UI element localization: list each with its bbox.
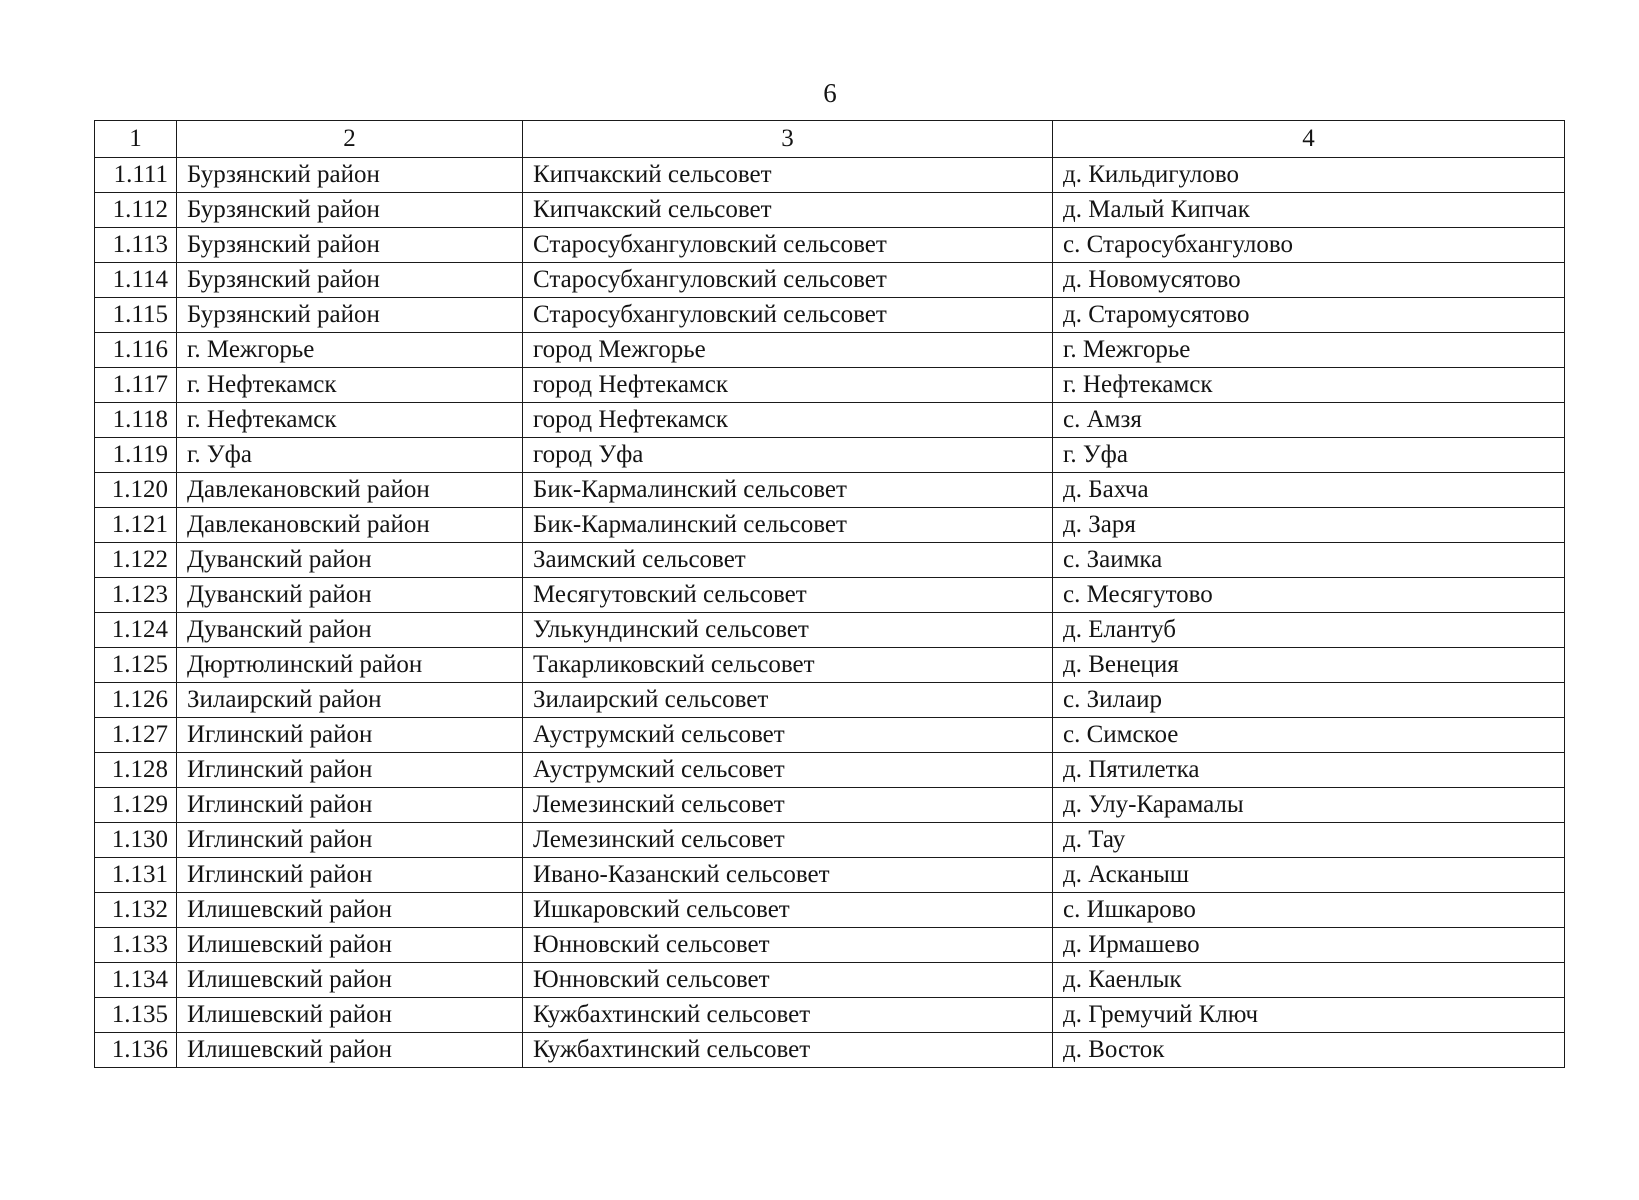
table-row (95, 368, 1565, 403)
settlement-cell: д. Гремучий Ключ (1053, 998, 1565, 1033)
district-cell: г. Нефтекамск (177, 368, 523, 403)
settlement-cell: д. Венеция (1053, 648, 1565, 683)
table-row (95, 333, 1565, 368)
column-header-4: 4 (1053, 121, 1565, 158)
table-row (95, 1033, 1565, 1068)
row-number: 1.113 (95, 228, 177, 263)
table-row (95, 753, 1565, 788)
district-cell: Бурзянский район (177, 263, 523, 298)
row-number: 1.128 (95, 753, 177, 788)
row-number: 1.134 (95, 963, 177, 998)
municipality-cell: Кужбахтинский сельсовет (523, 1033, 1053, 1068)
municipality-cell: Старосубхангуловский сельсовет (523, 263, 1053, 298)
municipality-cell: Ивано-Казанский сельсовет (523, 858, 1053, 893)
district-cell: Дуванский район (177, 578, 523, 613)
district-cell: Бурзянский район (177, 193, 523, 228)
settlement-cell: д. Асканыш (1053, 858, 1565, 893)
district-cell: Иглинский район (177, 858, 523, 893)
municipality-cell: Юнновский сельсовет (523, 963, 1053, 998)
column-header-3: 3 (523, 121, 1053, 158)
municipality-cell: Ауструмский сельсовет (523, 718, 1053, 753)
municipality-cell: Ауструмский сельсовет (523, 753, 1053, 788)
table-row (95, 473, 1565, 508)
settlement-cell: с. Симское (1053, 718, 1565, 753)
district-cell: Дюртюлинский район (177, 648, 523, 683)
district-cell: г. Межгорье (177, 333, 523, 368)
settlement-cell: с. Амзя (1053, 403, 1565, 438)
row-number: 1.111 (95, 158, 177, 193)
row-number: 1.131 (95, 858, 177, 893)
table-row (95, 193, 1565, 228)
district-cell: Давлекановский район (177, 473, 523, 508)
row-number: 1.133 (95, 928, 177, 963)
municipality-cell: Заимский сельсовет (523, 543, 1053, 578)
district-cell: Илишевский район (177, 963, 523, 998)
table-row (95, 508, 1565, 543)
district-cell: Бурзянский район (177, 228, 523, 263)
settlement-cell: с. Месягутово (1053, 578, 1565, 613)
row-number: 1.135 (95, 998, 177, 1033)
table-row (95, 578, 1565, 613)
table-row (95, 403, 1565, 438)
row-number: 1.115 (95, 298, 177, 333)
settlement-cell: с. Зилаир (1053, 683, 1565, 718)
table-row (95, 963, 1565, 998)
district-cell: Иглинский район (177, 753, 523, 788)
table-row (95, 438, 1565, 473)
settlement-cell: д. Пятилетка (1053, 753, 1565, 788)
municipality-cell: город Межгорье (523, 333, 1053, 368)
row-number: 1.129 (95, 788, 177, 823)
row-number: 1.112 (95, 193, 177, 228)
row-number: 1.130 (95, 823, 177, 858)
municipality-cell: Бик-Кармалинский сельсовет (523, 473, 1053, 508)
district-cell: Иглинский район (177, 718, 523, 753)
row-number: 1.124 (95, 613, 177, 648)
municipality-cell: Такарликовский сельсовет (523, 648, 1053, 683)
municipality-cell: Кужбахтинский сельсовет (523, 998, 1053, 1033)
table-row (95, 788, 1565, 823)
settlement-cell: д. Восток (1053, 1033, 1565, 1068)
row-number: 1.120 (95, 473, 177, 508)
row-number: 1.119 (95, 438, 177, 473)
settlement-cell: д. Кильдигулово (1053, 158, 1565, 193)
municipality-cell: Ишкаровский сельсовет (523, 893, 1053, 928)
district-cell: Зилаирский район (177, 683, 523, 718)
table-row (95, 263, 1565, 298)
table-row (95, 858, 1565, 893)
table-row (95, 893, 1565, 928)
settlement-cell: д. Ирмашево (1053, 928, 1565, 963)
settlement-cell: д. Заря (1053, 508, 1565, 543)
district-cell: Илишевский район (177, 998, 523, 1033)
settlement-cell: д. Елантуб (1053, 613, 1565, 648)
district-cell: Иглинский район (177, 823, 523, 858)
municipality-cell: город Нефтекамск (523, 368, 1053, 403)
municipality-cell: Улькундинский сельсовет (523, 613, 1053, 648)
municipality-cell: Старосубхангуловский сельсовет (523, 228, 1053, 263)
row-number: 1.116 (95, 333, 177, 368)
district-cell: Бурзянский район (177, 298, 523, 333)
settlement-cell: с. Старосубхангулово (1053, 228, 1565, 263)
table-body (95, 158, 1565, 1068)
settlement-cell: г. Уфа (1053, 438, 1565, 473)
district-cell: Бурзянский район (177, 158, 523, 193)
settlement-cell: д. Каенлык (1053, 963, 1565, 998)
table-row (95, 613, 1565, 648)
table-row (95, 823, 1565, 858)
table-row (95, 158, 1565, 193)
row-number: 1.127 (95, 718, 177, 753)
table-row (95, 543, 1565, 578)
settlement-cell: д. Малый Кипчак (1053, 193, 1565, 228)
district-cell: Илишевский район (177, 893, 523, 928)
table-header-row (95, 121, 1565, 158)
district-cell: Илишевский район (177, 1033, 523, 1068)
municipality-cell: Бик-Кармалинский сельсовет (523, 508, 1053, 543)
column-header-2: 2 (177, 121, 523, 158)
municipality-cell: город Нефтекамск (523, 403, 1053, 438)
row-number: 1.123 (95, 578, 177, 613)
municipality-cell: Лемезинский сельсовет (523, 823, 1053, 858)
table-row (95, 928, 1565, 963)
settlement-cell: с. Ишкарово (1053, 893, 1565, 928)
row-number: 1.118 (95, 403, 177, 438)
row-number: 1.125 (95, 648, 177, 683)
row-number: 1.114 (95, 263, 177, 298)
settlement-cell: д. Тау (1053, 823, 1565, 858)
settlement-cell: д. Новомусятово (1053, 263, 1565, 298)
table-row (95, 718, 1565, 753)
table-row (95, 648, 1565, 683)
row-number: 1.121 (95, 508, 177, 543)
district-cell: Илишевский район (177, 928, 523, 963)
district-cell: Дуванский район (177, 543, 523, 578)
municipality-cell: Юнновский сельсовет (523, 928, 1053, 963)
municipality-cell: Лемезинский сельсовет (523, 788, 1053, 823)
table-row (95, 998, 1565, 1033)
municipality-cell: Зилаирский сельсовет (523, 683, 1053, 718)
municipality-cell: город Уфа (523, 438, 1053, 473)
settlement-cell: д. Бахча (1053, 473, 1565, 508)
row-number: 1.132 (95, 893, 177, 928)
district-cell: Иглинский район (177, 788, 523, 823)
row-number: 1.136 (95, 1033, 177, 1068)
municipality-cell: Кипчакский сельсовет (523, 158, 1053, 193)
row-number: 1.126 (95, 683, 177, 718)
settlement-cell: д. Старомусятово (1053, 298, 1565, 333)
row-number: 1.122 (95, 543, 177, 578)
district-cell: г. Нефтекамск (177, 403, 523, 438)
table-row (95, 228, 1565, 263)
table-row (95, 298, 1565, 333)
municipality-cell: Кипчакский сельсовет (523, 193, 1053, 228)
row-number: 1.117 (95, 368, 177, 403)
column-header-1: 1 (95, 121, 177, 158)
district-cell: Давлекановский район (177, 508, 523, 543)
table-row (95, 683, 1565, 718)
district-cell: Дуванский район (177, 613, 523, 648)
settlements-table (94, 120, 1565, 1068)
district-cell: г. Уфа (177, 438, 523, 473)
settlement-cell: г. Нефтекамск (1053, 368, 1565, 403)
municipality-cell: Месягутовский сельсовет (523, 578, 1053, 613)
settlement-cell: д. Улу-Карамалы (1053, 788, 1565, 823)
municipality-cell: Старосубхангуловский сельсовет (523, 298, 1053, 333)
page-number: 6 (823, 78, 837, 108)
settlement-cell: г. Межгорье (1053, 333, 1565, 368)
settlement-cell: с. Заимка (1053, 543, 1565, 578)
